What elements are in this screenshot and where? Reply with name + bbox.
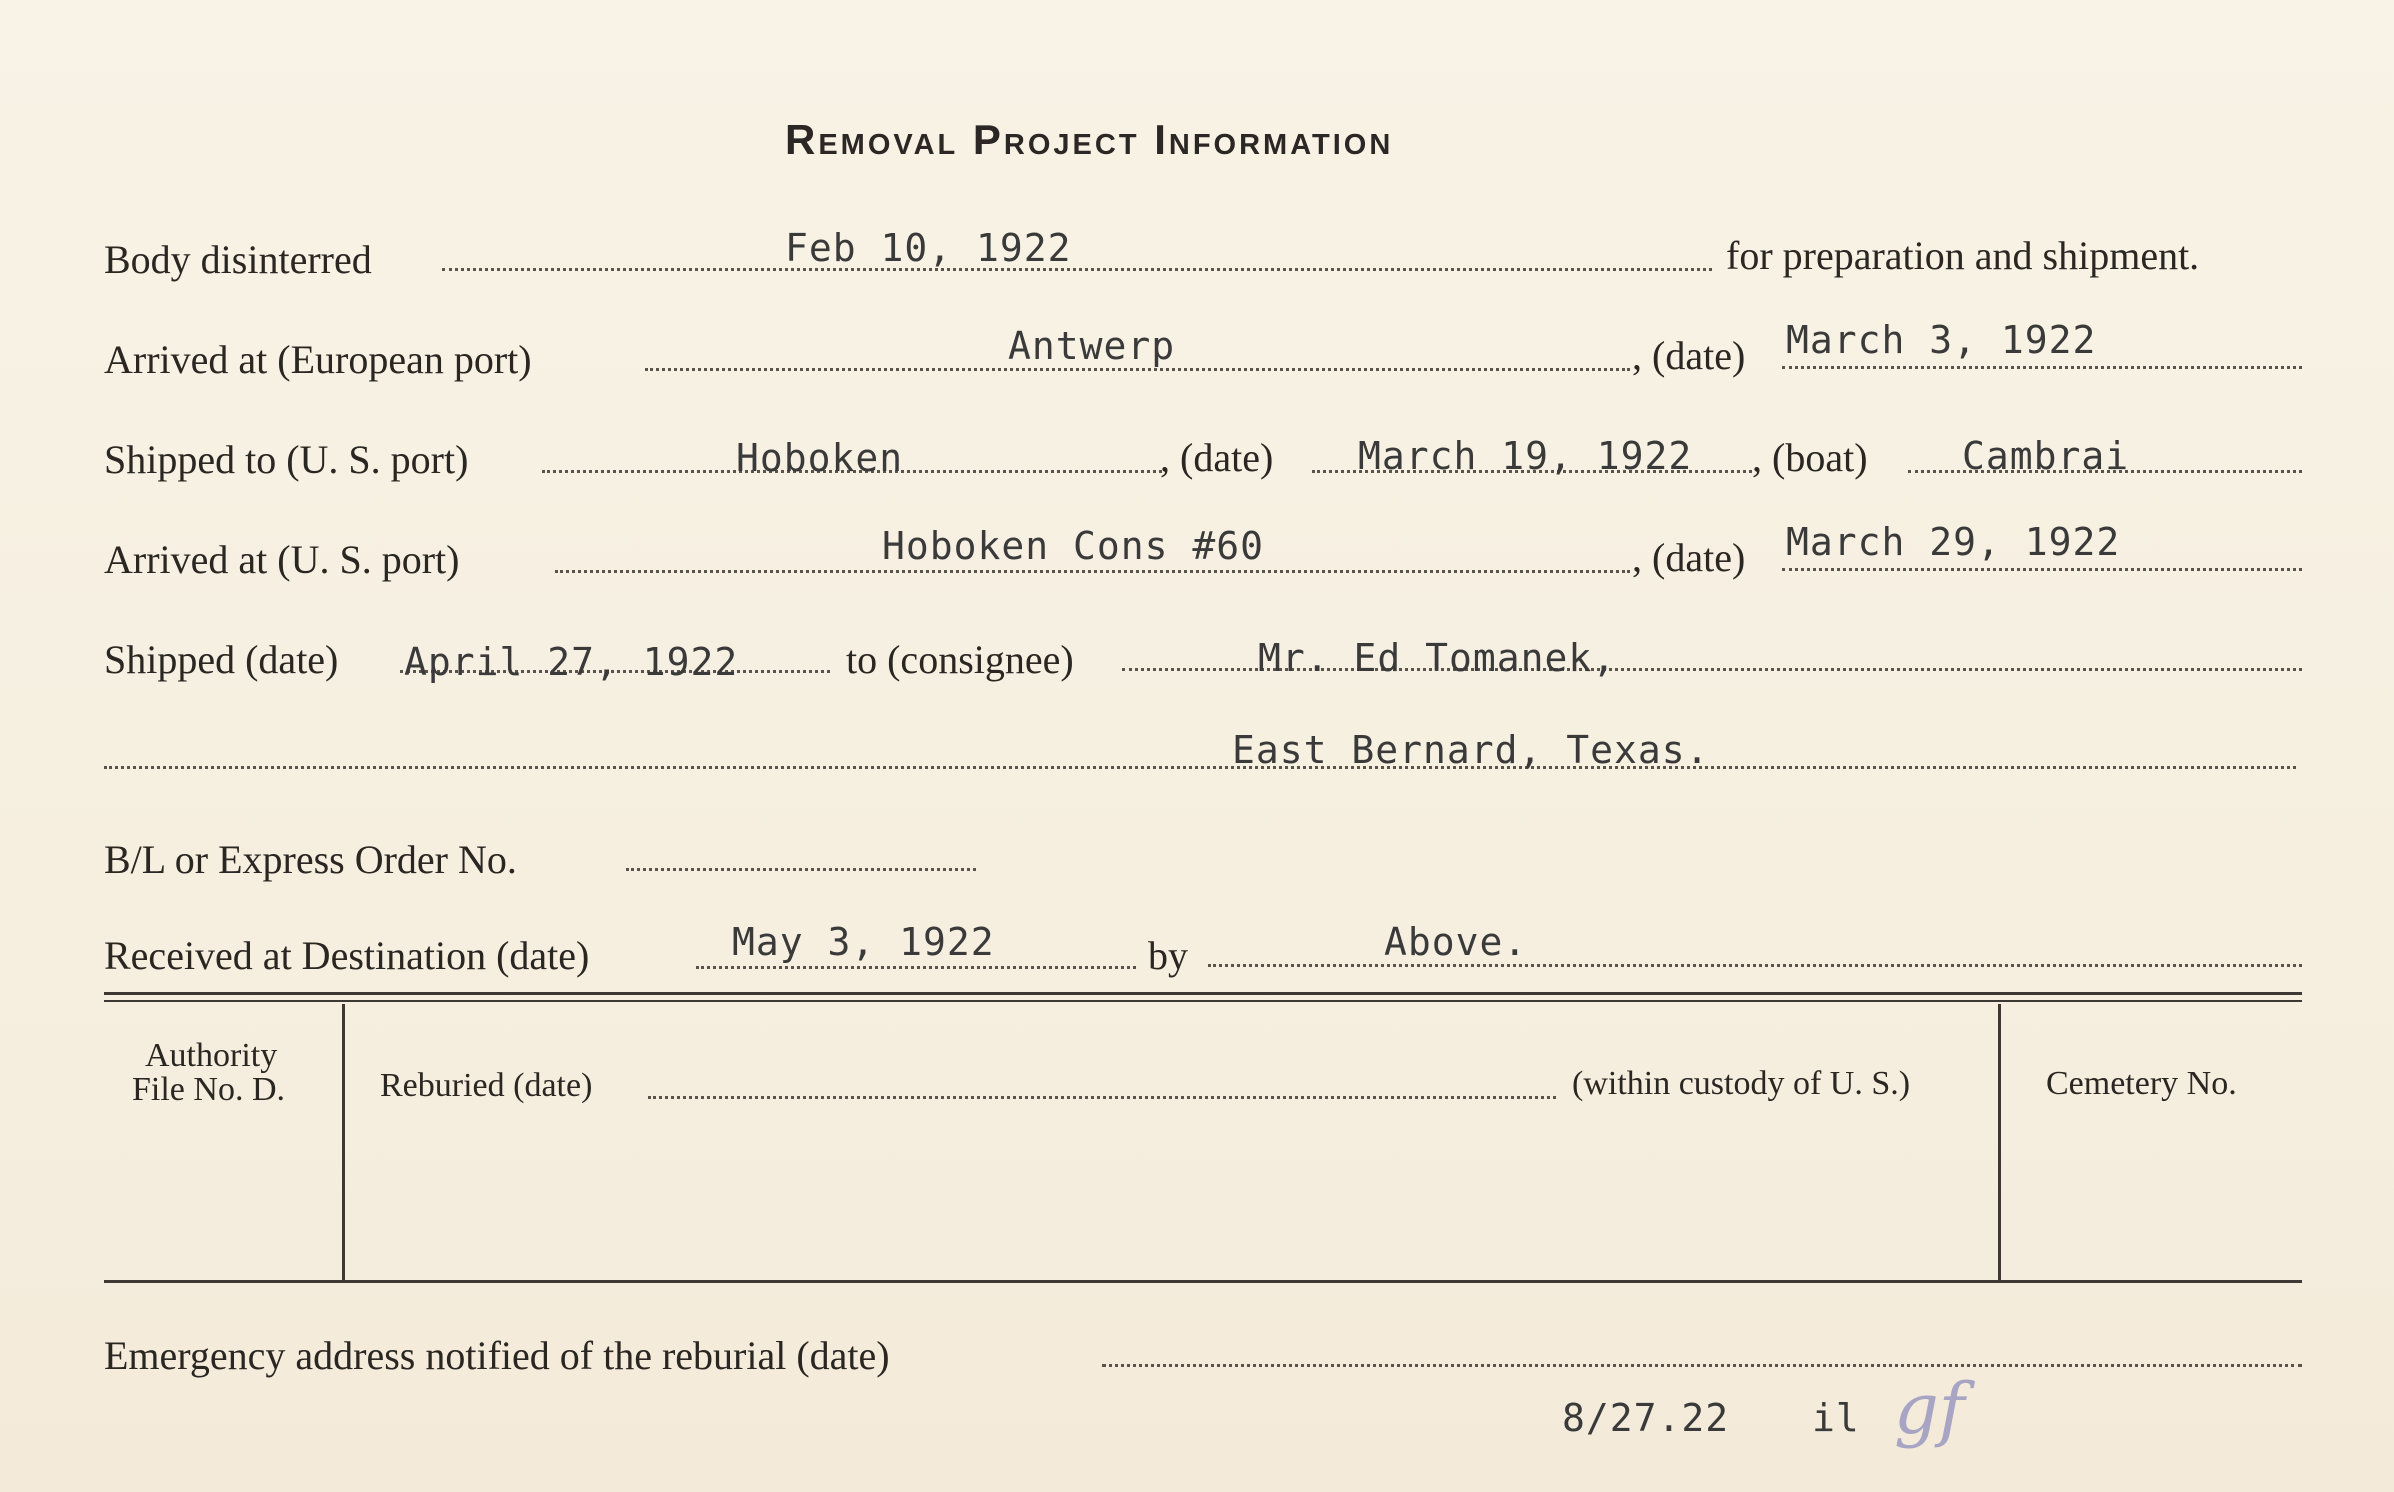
bl-line xyxy=(626,868,976,871)
authority-label-1: Authority xyxy=(145,1037,278,1074)
arrived-europe-date: March 3, 1922 xyxy=(1786,318,2097,362)
consignee-address: East Bernard, Texas. xyxy=(1232,728,1710,772)
reburied-label: Reburied (date) xyxy=(380,1067,593,1104)
cemetery-label: Cemetery No. xyxy=(2046,1065,2237,1102)
arrived-europe-date-label: , (date) xyxy=(1632,333,1746,378)
box-divider-left xyxy=(342,1004,345,1280)
arrived-us-date-line xyxy=(1782,568,2302,571)
consignee-name: Mr. Ed Tomanek, xyxy=(1258,636,1617,680)
box-top-rule-2 xyxy=(104,1000,2302,1002)
footer-stamp: 8/27.22 xyxy=(1562,1396,1730,1440)
shipped-us-date-label: , (date) xyxy=(1160,435,1274,480)
disinterred-line xyxy=(442,268,1712,271)
arrived-us-date-label: , (date) xyxy=(1632,535,1746,580)
disinterred-suffix: for preparation and shipment. xyxy=(1726,233,2200,278)
arrived-us-port: Hoboken Cons #60 xyxy=(882,524,1265,568)
handwritten-initials: gf xyxy=(1894,1368,1965,1450)
arrived-us-line xyxy=(555,570,1630,573)
shipped-us-boat: Cambrai xyxy=(1962,434,2130,478)
shipped-us-port: Hoboken xyxy=(736,436,904,480)
authority-label-2: File No. D. xyxy=(132,1071,285,1108)
arrived-europe-line xyxy=(645,368,1630,371)
arrived-us-date: March 29, 1922 xyxy=(1786,520,2121,564)
bl-label: B/L or Express Order No. xyxy=(104,837,517,882)
received-by: Above. xyxy=(1384,920,1528,964)
footer-initials: il xyxy=(1812,1396,1860,1440)
emergency-label: Emergency address notified of the reburial (date) xyxy=(104,1333,890,1378)
received-date-line xyxy=(696,966,1136,969)
box-divider-right xyxy=(1998,1004,2001,1280)
disinterred-label: Body disinterred xyxy=(104,237,372,282)
custody-label: (within custody of U. S.) xyxy=(1572,1065,1911,1102)
consignee-label: to (consignee) xyxy=(846,637,1074,682)
address-line xyxy=(104,766,2296,769)
box-bottom-rule xyxy=(104,1280,2302,1283)
received-by-label: by xyxy=(1148,933,1188,978)
disinterred-value: Feb 10, 1922 xyxy=(785,226,1072,270)
arrived-us-label: Arrived at (U. S. port) xyxy=(104,537,460,582)
reburied-line xyxy=(648,1096,1556,1099)
received-date: May 3, 1922 xyxy=(732,920,995,964)
shipped-us-boat-label: , (boat) xyxy=(1752,435,1868,480)
box-top-rule-1 xyxy=(104,992,2302,995)
arrived-europe-label: Arrived at (European port) xyxy=(104,337,532,382)
shipped-us-date: March 19, 1922 xyxy=(1358,434,1693,478)
arrived-europe-port: Antwerp xyxy=(1008,324,1176,368)
emergency-line xyxy=(1102,1364,2302,1367)
page-title: Removal Project Information xyxy=(785,116,1394,163)
shipped-us-label: Shipped to (U. S. port) xyxy=(104,437,469,482)
arrived-europe-date-line xyxy=(1782,366,2302,369)
received-by-line xyxy=(1208,964,2302,967)
shipped-date: April 27, 1922 xyxy=(404,640,739,684)
shipped-label: Shipped (date) xyxy=(104,637,339,682)
received-label: Received at Destination (date) xyxy=(104,933,590,978)
